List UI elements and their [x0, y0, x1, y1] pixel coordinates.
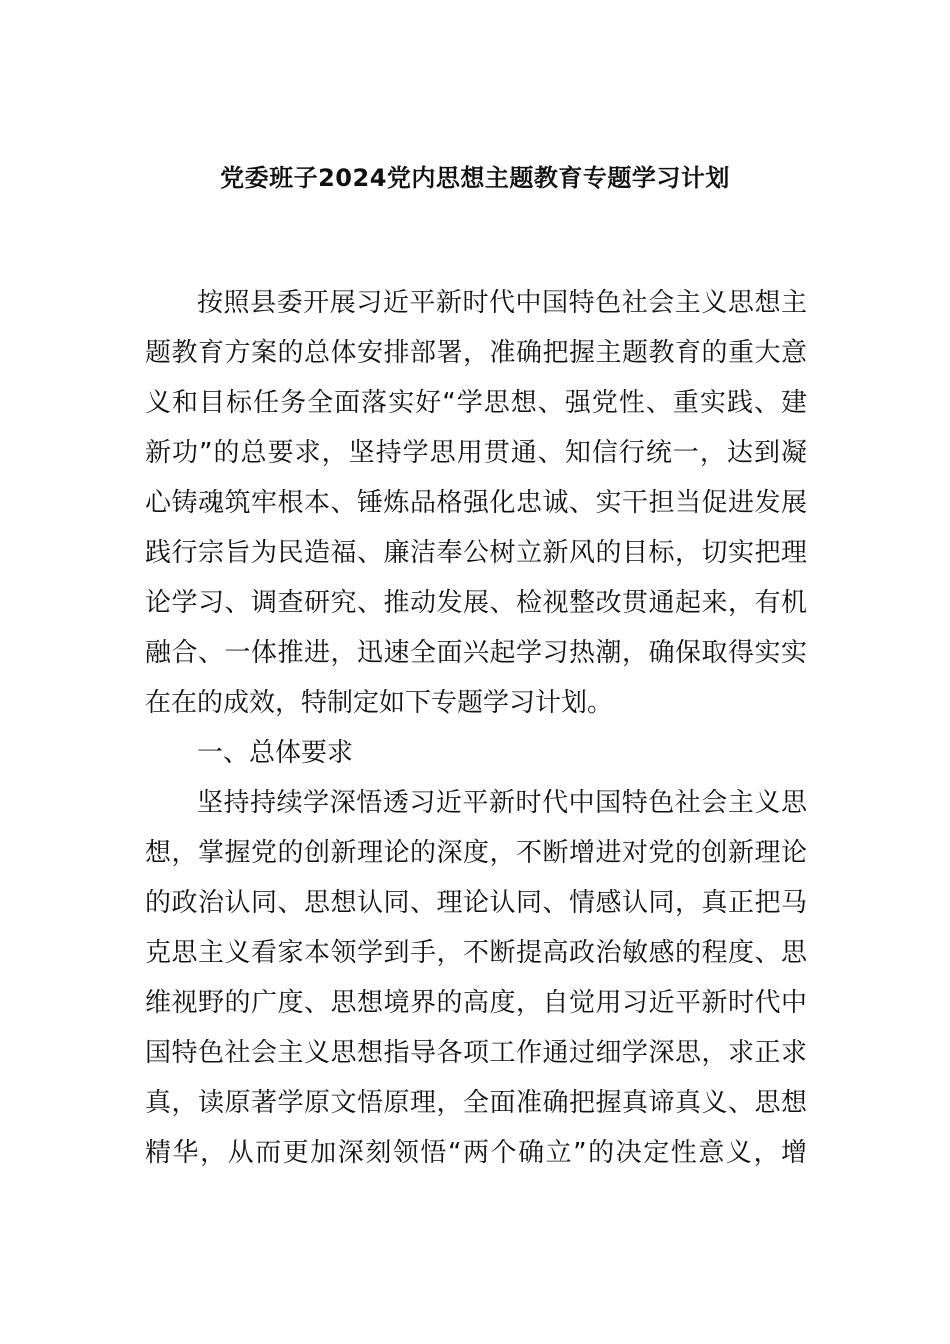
text-line: 维视野的广度、思想境界的高度，自觉用习近平新时代中: [145, 988, 807, 1018]
text-line: 新功”的总要求，坚持学思用贯通、知信行统一，达到凝: [145, 438, 807, 468]
section-heading: [145, 728, 807, 778]
text-line: 在在的成效，特制定如下专题学习计划。: [145, 688, 614, 718]
text-line: 按照县委开展习近平新时代中国特色社会主义思想主: [197, 288, 807, 318]
text-line: 国特色社会主义思想指导各项工作通过细学深思，求正求: [145, 1038, 807, 1068]
text-line: 的政治认同、思想认同、理论认同、情感认同，真正把马: [145, 888, 807, 918]
text-line: 克思主义看家本领学到手，不断提高政治敏感的程度、思: [145, 938, 807, 968]
text-line: 心铸魂筑牢根本、锤炼品格强化忠诚、实干担当促进发展: [145, 488, 807, 518]
text-line: 坚持持续学深悟透习近平新时代中国特色社会主义思: [197, 788, 807, 818]
paragraph-intro: [145, 278, 807, 728]
text-line: 想，掌握党的创新理论的深度，不断增进对党的创新理论: [145, 838, 807, 868]
text-line: 义和目标任务全面落实好“学思想、强党性、重实践、建: [145, 388, 807, 418]
text-line: 融合、一体推进，迅速全面兴起学习热潮，确保取得实实: [145, 638, 807, 668]
text-line: 题教育方案的总体安排部署，准确把握主题教育的重大意: [145, 338, 807, 368]
text-line: 真，读原著学原文悟原理，全面准确把握真谛真义、思想: [145, 1088, 807, 1118]
text-line: 践行宗旨为民造福、廉洁奉公树立新风的目标，切实把理: [145, 538, 807, 568]
document-body: [145, 278, 807, 1178]
document-title: 党委班子2024党内思想主题教育专题学习计划: [220, 164, 730, 192]
heading-text: 一、总体要求: [197, 738, 354, 768]
text-line: 精华，从而更加深刻领悟“两个确立”的决定性意义，增: [145, 1138, 807, 1168]
paragraph-requirements: [145, 778, 807, 1178]
text-line: 论学习、调查研究、推动发展、检视整改贯通起来，有机: [145, 588, 807, 618]
